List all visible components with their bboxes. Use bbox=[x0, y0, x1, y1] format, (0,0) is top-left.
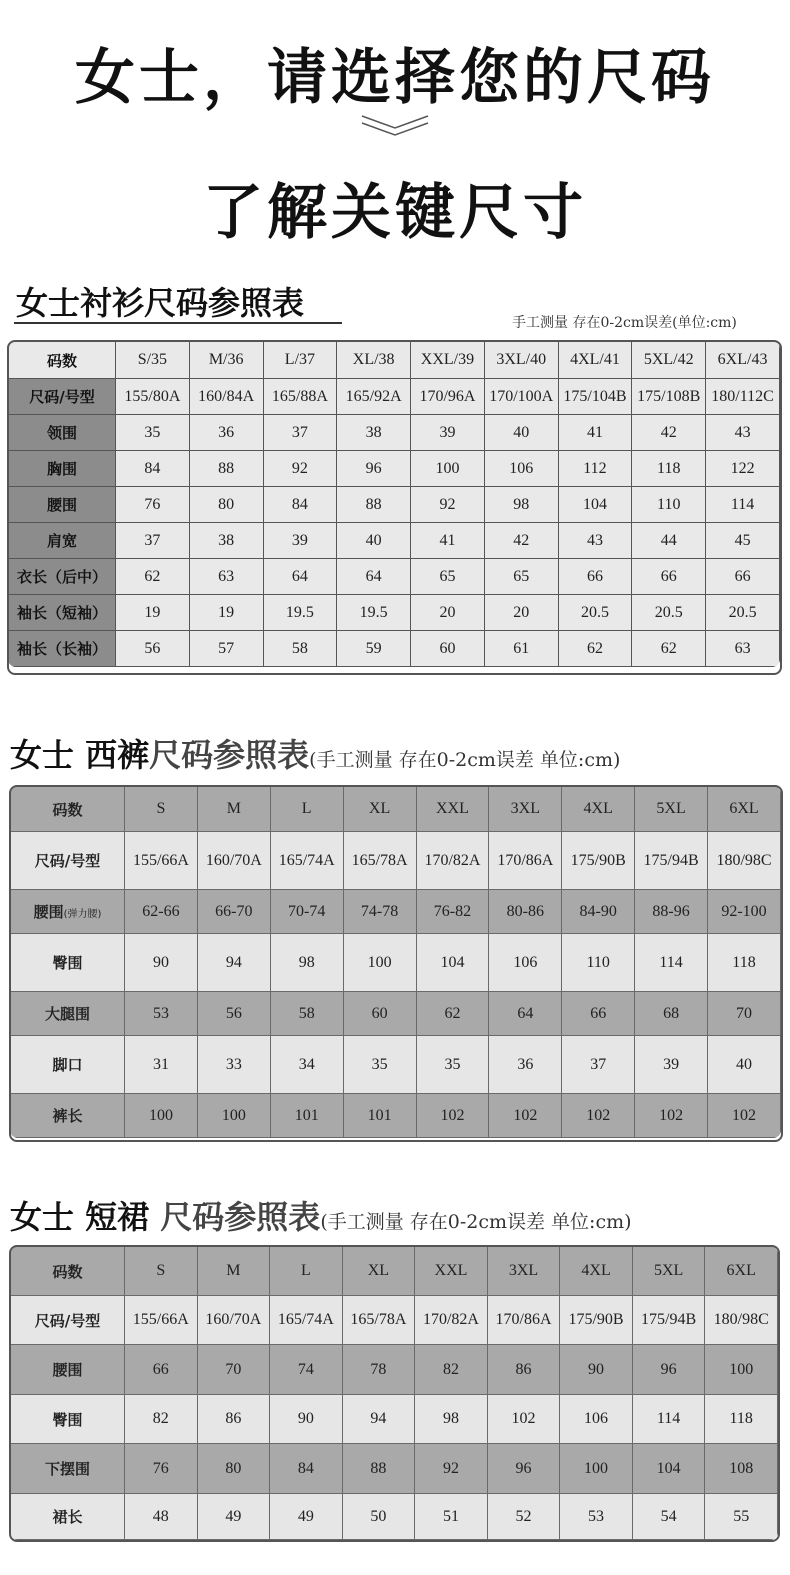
size-header-cell: L bbox=[270, 787, 343, 832]
value-cell: 175/90B bbox=[560, 1296, 633, 1345]
size-header-cell: 6XL bbox=[708, 787, 781, 832]
table-row bbox=[11, 1395, 778, 1444]
value-cell: 110 bbox=[562, 934, 635, 992]
value-cell: 74-78 bbox=[343, 890, 416, 934]
value-cell: 160/84A bbox=[189, 379, 263, 415]
size-header-cell: 6XL bbox=[705, 1247, 778, 1296]
value-cell: 60 bbox=[411, 631, 485, 667]
size-header-cell: L/37 bbox=[263, 342, 337, 379]
value-cell: 62 bbox=[632, 631, 706, 667]
value-cell: 50 bbox=[342, 1494, 415, 1540]
value-cell: 60 bbox=[343, 992, 416, 1036]
value-cell: 88 bbox=[337, 487, 411, 523]
value-cell: 106 bbox=[484, 451, 558, 487]
size-header-cell: 3XL bbox=[487, 1247, 560, 1296]
value-cell: 122 bbox=[706, 451, 780, 487]
value-cell: 101 bbox=[270, 1094, 343, 1138]
value-cell: 100 bbox=[197, 1094, 270, 1138]
value-cell: 36 bbox=[489, 1036, 562, 1094]
value-cell: 35 bbox=[416, 1036, 489, 1094]
row-label-text: 尺码/号型 bbox=[29, 388, 95, 406]
row-label-text: 尺码/号型 bbox=[34, 1311, 101, 1330]
row-label-text: 腰围 bbox=[33, 903, 64, 921]
skirt-size-table bbox=[10, 1246, 778, 1540]
value-cell: 90 bbox=[560, 1345, 633, 1395]
value-cell: 165/74A bbox=[270, 1296, 343, 1345]
value-cell: 61 bbox=[484, 631, 558, 667]
row-label-text: 肩宽 bbox=[46, 532, 77, 550]
table-row bbox=[11, 1094, 781, 1138]
row-label bbox=[9, 523, 116, 559]
value-cell: 40 bbox=[337, 523, 411, 559]
value-cell: 155/66A bbox=[125, 1296, 198, 1345]
value-cell: 70 bbox=[708, 992, 781, 1036]
row-label-text: 腰围 bbox=[46, 496, 77, 514]
value-cell: 165/78A bbox=[343, 832, 416, 890]
row-label bbox=[11, 890, 125, 934]
value-cell: 66-70 bbox=[197, 890, 270, 934]
value-cell: 20 bbox=[484, 595, 558, 631]
value-cell: 88 bbox=[342, 1444, 415, 1494]
size-header-cell: L bbox=[270, 1247, 343, 1296]
shirt-measure-note: 手工测量 存在0-2cm误差(单位:cm) bbox=[512, 315, 737, 331]
value-cell: 42 bbox=[484, 523, 558, 559]
value-cell: 41 bbox=[411, 523, 485, 559]
value-cell: 20.5 bbox=[706, 595, 780, 631]
size-header-cell: XXL bbox=[416, 787, 489, 832]
table-row bbox=[9, 415, 780, 451]
table-row bbox=[11, 1296, 778, 1345]
value-cell: 64 bbox=[263, 559, 337, 595]
value-cell: 106 bbox=[489, 934, 562, 992]
value-cell: 74 bbox=[270, 1345, 343, 1395]
value-cell: 33 bbox=[197, 1036, 270, 1094]
value-cell: 180/112C bbox=[706, 379, 780, 415]
table-row bbox=[11, 832, 781, 890]
value-cell: 114 bbox=[635, 934, 708, 992]
value-cell: 20.5 bbox=[558, 595, 632, 631]
value-cell: 62-66 bbox=[125, 890, 198, 934]
skirt-title-secondary: 尺码参照表 bbox=[160, 1198, 321, 1236]
value-cell: 76 bbox=[116, 487, 190, 523]
size-header-cell: S bbox=[125, 1247, 198, 1296]
value-cell: 96 bbox=[337, 451, 411, 487]
value-cell: 102 bbox=[635, 1094, 708, 1138]
size-header-cell: XXL bbox=[415, 1247, 488, 1296]
value-cell: 96 bbox=[487, 1444, 560, 1494]
size-header-cell: M bbox=[197, 787, 270, 832]
value-cell: 104 bbox=[558, 487, 632, 523]
value-cell: 80-86 bbox=[489, 890, 562, 934]
value-cell: 102 bbox=[708, 1094, 781, 1138]
value-cell: 80 bbox=[197, 1444, 270, 1494]
value-cell: 90 bbox=[125, 934, 198, 992]
table-row bbox=[11, 1494, 778, 1540]
value-cell: 82 bbox=[415, 1345, 488, 1395]
table-row bbox=[9, 595, 780, 631]
row-label bbox=[11, 1395, 125, 1444]
row-label bbox=[9, 559, 116, 595]
value-cell: 86 bbox=[487, 1345, 560, 1395]
value-cell: 165/74A bbox=[270, 832, 343, 890]
value-cell: 170/86A bbox=[489, 832, 562, 890]
pants-size-table bbox=[10, 786, 781, 1138]
size-header-cell: 4XL/41 bbox=[558, 342, 632, 379]
shirt-title-underline bbox=[14, 322, 342, 324]
value-cell: 54 bbox=[632, 1494, 705, 1540]
row-label bbox=[11, 992, 125, 1036]
value-cell: 43 bbox=[558, 523, 632, 559]
value-cell: 19.5 bbox=[337, 595, 411, 631]
table-row bbox=[11, 1036, 781, 1094]
size-header-cell: 5XL bbox=[635, 787, 708, 832]
value-cell: 104 bbox=[416, 934, 489, 992]
value-cell: 49 bbox=[197, 1494, 270, 1540]
value-cell: 37 bbox=[562, 1036, 635, 1094]
value-cell: 36 bbox=[189, 415, 263, 451]
row-label-text: 胸围 bbox=[46, 460, 77, 478]
value-cell: 98 bbox=[270, 934, 343, 992]
value-cell: 165/88A bbox=[263, 379, 337, 415]
row-label bbox=[11, 832, 125, 890]
value-cell: 20 bbox=[411, 595, 485, 631]
value-cell: 170/100A bbox=[484, 379, 558, 415]
value-cell: 64 bbox=[337, 559, 411, 595]
size-header-cell: XXL/39 bbox=[411, 342, 485, 379]
value-cell: 84-90 bbox=[562, 890, 635, 934]
value-cell: 66 bbox=[558, 559, 632, 595]
value-cell: 102 bbox=[562, 1094, 635, 1138]
value-cell: 84 bbox=[263, 487, 337, 523]
value-cell: 62 bbox=[558, 631, 632, 667]
skirt-section-title bbox=[10, 1192, 632, 1238]
row-label-text: 衣长（后中） bbox=[16, 568, 107, 586]
size-header-cell: XL bbox=[343, 787, 416, 832]
value-cell: 58 bbox=[263, 631, 337, 667]
row-label-text: 领围 bbox=[46, 424, 77, 442]
value-cell: 52 bbox=[487, 1494, 560, 1540]
row-label bbox=[9, 379, 116, 415]
value-cell: 175/108B bbox=[632, 379, 706, 415]
value-cell: 42 bbox=[632, 415, 706, 451]
value-cell: 35 bbox=[343, 1036, 416, 1094]
row-label-text: 袖长（短袖） bbox=[16, 604, 107, 622]
value-cell: 114 bbox=[706, 487, 780, 523]
value-cell: 114 bbox=[632, 1395, 705, 1444]
size-header-cell: 4XL bbox=[562, 787, 635, 832]
value-cell: 170/86A bbox=[487, 1296, 560, 1345]
value-cell: 38 bbox=[337, 415, 411, 451]
value-cell: 51 bbox=[415, 1494, 488, 1540]
value-cell: 94 bbox=[342, 1395, 415, 1444]
value-cell: 118 bbox=[705, 1395, 778, 1444]
value-cell: 48 bbox=[125, 1494, 198, 1540]
value-cell: 180/98C bbox=[705, 1296, 778, 1345]
value-cell: 49 bbox=[270, 1494, 343, 1540]
skirt-title-note: (手工测量 存在0-2cm误差 单位:cm) bbox=[320, 1211, 632, 1233]
size-header-cell: 5XL bbox=[632, 1247, 705, 1296]
value-cell: 170/96A bbox=[411, 379, 485, 415]
value-cell: 66 bbox=[632, 559, 706, 595]
value-cell: 160/70A bbox=[197, 832, 270, 890]
value-cell: 19 bbox=[116, 595, 190, 631]
value-cell: 100 bbox=[411, 451, 485, 487]
table-row bbox=[9, 451, 780, 487]
page-subtitle: 了解关键尺寸 bbox=[203, 178, 587, 248]
table-row bbox=[11, 992, 781, 1036]
value-cell: 98 bbox=[415, 1395, 488, 1444]
row-label-text: 腰围 bbox=[52, 1361, 83, 1379]
value-cell: 55 bbox=[705, 1494, 778, 1540]
size-header-cell: XL bbox=[342, 1247, 415, 1296]
value-cell: 100 bbox=[560, 1444, 633, 1494]
table-row bbox=[9, 631, 780, 667]
value-cell: 56 bbox=[197, 992, 270, 1036]
size-header-cell: XL/38 bbox=[337, 342, 411, 379]
value-cell: 106 bbox=[560, 1395, 633, 1444]
value-cell: 19.5 bbox=[263, 595, 337, 631]
value-cell: 100 bbox=[343, 934, 416, 992]
size-header-cell: M bbox=[197, 1247, 270, 1296]
value-cell: 92 bbox=[411, 487, 485, 523]
value-cell: 98 bbox=[484, 487, 558, 523]
row-label bbox=[11, 1296, 125, 1345]
row-label bbox=[9, 487, 116, 523]
table-row bbox=[11, 890, 781, 934]
row-label bbox=[11, 1444, 125, 1494]
value-cell: 165/92A bbox=[337, 379, 411, 415]
row-label-text: 臀围 bbox=[52, 1410, 83, 1429]
value-cell: 37 bbox=[116, 523, 190, 559]
row-label-text: 下摆围 bbox=[44, 1460, 90, 1478]
value-cell: 56 bbox=[116, 631, 190, 667]
value-cell: 101 bbox=[343, 1094, 416, 1138]
table-row bbox=[9, 559, 780, 595]
pants-title-secondary: 尺码参照表 bbox=[149, 736, 310, 774]
skirt-title-main: 女士 短裙 bbox=[10, 1198, 150, 1236]
row-label bbox=[9, 631, 116, 667]
value-cell: 39 bbox=[411, 415, 485, 451]
value-cell: 58 bbox=[270, 992, 343, 1036]
value-cell: 76-82 bbox=[416, 890, 489, 934]
table-row bbox=[9, 523, 780, 559]
value-cell: 100 bbox=[705, 1345, 778, 1395]
shirt-size-table bbox=[8, 341, 780, 667]
value-cell: 62 bbox=[116, 559, 190, 595]
value-cell: 94 bbox=[197, 934, 270, 992]
value-cell: 76 bbox=[125, 1444, 198, 1494]
value-cell: 88-96 bbox=[635, 890, 708, 934]
size-header-cell: 3XL bbox=[489, 787, 562, 832]
value-cell: 78 bbox=[342, 1345, 415, 1395]
value-cell: 59 bbox=[337, 631, 411, 667]
table-header-row bbox=[9, 342, 780, 379]
value-cell: 170/82A bbox=[416, 832, 489, 890]
value-cell: 20.5 bbox=[632, 595, 706, 631]
value-cell: 104 bbox=[632, 1444, 705, 1494]
table-row bbox=[9, 379, 780, 415]
value-cell: 40 bbox=[484, 415, 558, 451]
value-cell: 53 bbox=[125, 992, 198, 1036]
table-header-row bbox=[11, 787, 781, 832]
value-cell: 35 bbox=[116, 415, 190, 451]
value-cell: 39 bbox=[263, 523, 337, 559]
value-cell: 34 bbox=[270, 1036, 343, 1094]
page-title: 女士，请选择您的尺码 bbox=[75, 43, 715, 113]
size-header-cell: 6XL/43 bbox=[706, 342, 780, 379]
row-label bbox=[9, 415, 116, 451]
pants-title-note: (手工测量 存在0-2cm误差 单位:cm) bbox=[309, 749, 621, 771]
value-cell: 68 bbox=[635, 992, 708, 1036]
value-cell: 45 bbox=[706, 523, 780, 559]
header-label: 码数 bbox=[11, 787, 125, 832]
header-label: 码数 bbox=[11, 1247, 125, 1296]
value-cell: 39 bbox=[635, 1036, 708, 1094]
chevron-down-icon bbox=[0, 112, 790, 142]
value-cell: 100 bbox=[125, 1094, 198, 1138]
value-cell: 88 bbox=[189, 451, 263, 487]
value-cell: 63 bbox=[189, 559, 263, 595]
row-label-text: 裙长 bbox=[52, 1508, 83, 1526]
value-cell: 64 bbox=[489, 992, 562, 1036]
table-row bbox=[9, 487, 780, 523]
value-cell: 82 bbox=[125, 1395, 198, 1444]
row-label-text: 脚口 bbox=[52, 1056, 83, 1074]
row-label-text: 大腿围 bbox=[44, 1005, 90, 1023]
value-cell: 43 bbox=[706, 415, 780, 451]
value-cell: 86 bbox=[197, 1395, 270, 1444]
value-cell: 92 bbox=[415, 1444, 488, 1494]
row-label bbox=[9, 451, 116, 487]
shirt-section-title: 女士衬衫尺码参照表 bbox=[16, 284, 305, 322]
row-label bbox=[11, 934, 125, 992]
value-cell: 102 bbox=[416, 1094, 489, 1138]
value-cell: 170/82A bbox=[415, 1296, 488, 1345]
value-cell: 118 bbox=[708, 934, 781, 992]
value-cell: 175/94B bbox=[632, 1296, 705, 1345]
value-cell: 70-74 bbox=[270, 890, 343, 934]
value-cell: 66 bbox=[125, 1345, 198, 1395]
table-header-row bbox=[11, 1247, 778, 1296]
table-row bbox=[11, 934, 781, 992]
row-label-text: 袖长（长袖） bbox=[16, 640, 107, 658]
value-cell: 175/104B bbox=[558, 379, 632, 415]
value-cell: 41 bbox=[558, 415, 632, 451]
value-cell: 110 bbox=[632, 487, 706, 523]
size-header-cell: S/35 bbox=[116, 342, 190, 379]
value-cell: 62 bbox=[416, 992, 489, 1036]
row-label bbox=[11, 1494, 125, 1540]
pants-title-main: 女士 西裤 bbox=[10, 736, 150, 774]
value-cell: 118 bbox=[632, 451, 706, 487]
value-cell: 19 bbox=[189, 595, 263, 631]
value-cell: 90 bbox=[270, 1395, 343, 1444]
value-cell: 84 bbox=[270, 1444, 343, 1494]
row-label bbox=[11, 1036, 125, 1094]
value-cell: 37 bbox=[263, 415, 337, 451]
value-cell: 44 bbox=[632, 523, 706, 559]
value-cell: 92-100 bbox=[708, 890, 781, 934]
size-header-cell: 5XL/42 bbox=[632, 342, 706, 379]
value-cell: 65 bbox=[411, 559, 485, 595]
pants-section-title bbox=[10, 730, 620, 776]
value-cell: 80 bbox=[189, 487, 263, 523]
size-header-cell: S bbox=[125, 787, 198, 832]
value-cell: 40 bbox=[708, 1036, 781, 1094]
value-cell: 155/66A bbox=[125, 832, 198, 890]
value-cell: 160/70A bbox=[197, 1296, 270, 1345]
row-label bbox=[9, 595, 116, 631]
row-label-text: 尺码/号型 bbox=[34, 852, 101, 870]
value-cell: 165/78A bbox=[342, 1296, 415, 1345]
value-cell: 65 bbox=[484, 559, 558, 595]
row-label-note: (弹力腰) bbox=[63, 909, 102, 920]
value-cell: 57 bbox=[189, 631, 263, 667]
value-cell: 175/90B bbox=[562, 832, 635, 890]
value-cell: 66 bbox=[562, 992, 635, 1036]
row-label-text: 裤长 bbox=[52, 1107, 83, 1125]
size-header-cell: M/36 bbox=[189, 342, 263, 379]
value-cell: 112 bbox=[558, 451, 632, 487]
value-cell: 155/80A bbox=[116, 379, 190, 415]
value-cell: 102 bbox=[489, 1094, 562, 1138]
value-cell: 70 bbox=[197, 1345, 270, 1395]
size-header-cell: 4XL bbox=[560, 1247, 633, 1296]
row-label-text: 臀围 bbox=[52, 954, 83, 972]
value-cell: 38 bbox=[189, 523, 263, 559]
row-label bbox=[11, 1345, 125, 1395]
value-cell: 108 bbox=[705, 1444, 778, 1494]
value-cell: 66 bbox=[706, 559, 780, 595]
value-cell: 92 bbox=[263, 451, 337, 487]
table-row bbox=[11, 1345, 778, 1395]
value-cell: 53 bbox=[560, 1494, 633, 1540]
value-cell: 31 bbox=[125, 1036, 198, 1094]
value-cell: 102 bbox=[487, 1395, 560, 1444]
row-label bbox=[11, 1094, 125, 1138]
value-cell: 84 bbox=[116, 451, 190, 487]
value-cell: 96 bbox=[632, 1345, 705, 1395]
size-header-cell: 3XL/40 bbox=[484, 342, 558, 379]
table-row bbox=[11, 1444, 778, 1494]
header-label: 码数 bbox=[9, 342, 116, 379]
value-cell: 63 bbox=[706, 631, 780, 667]
value-cell: 180/98C bbox=[708, 832, 781, 890]
value-cell: 175/94B bbox=[635, 832, 708, 890]
